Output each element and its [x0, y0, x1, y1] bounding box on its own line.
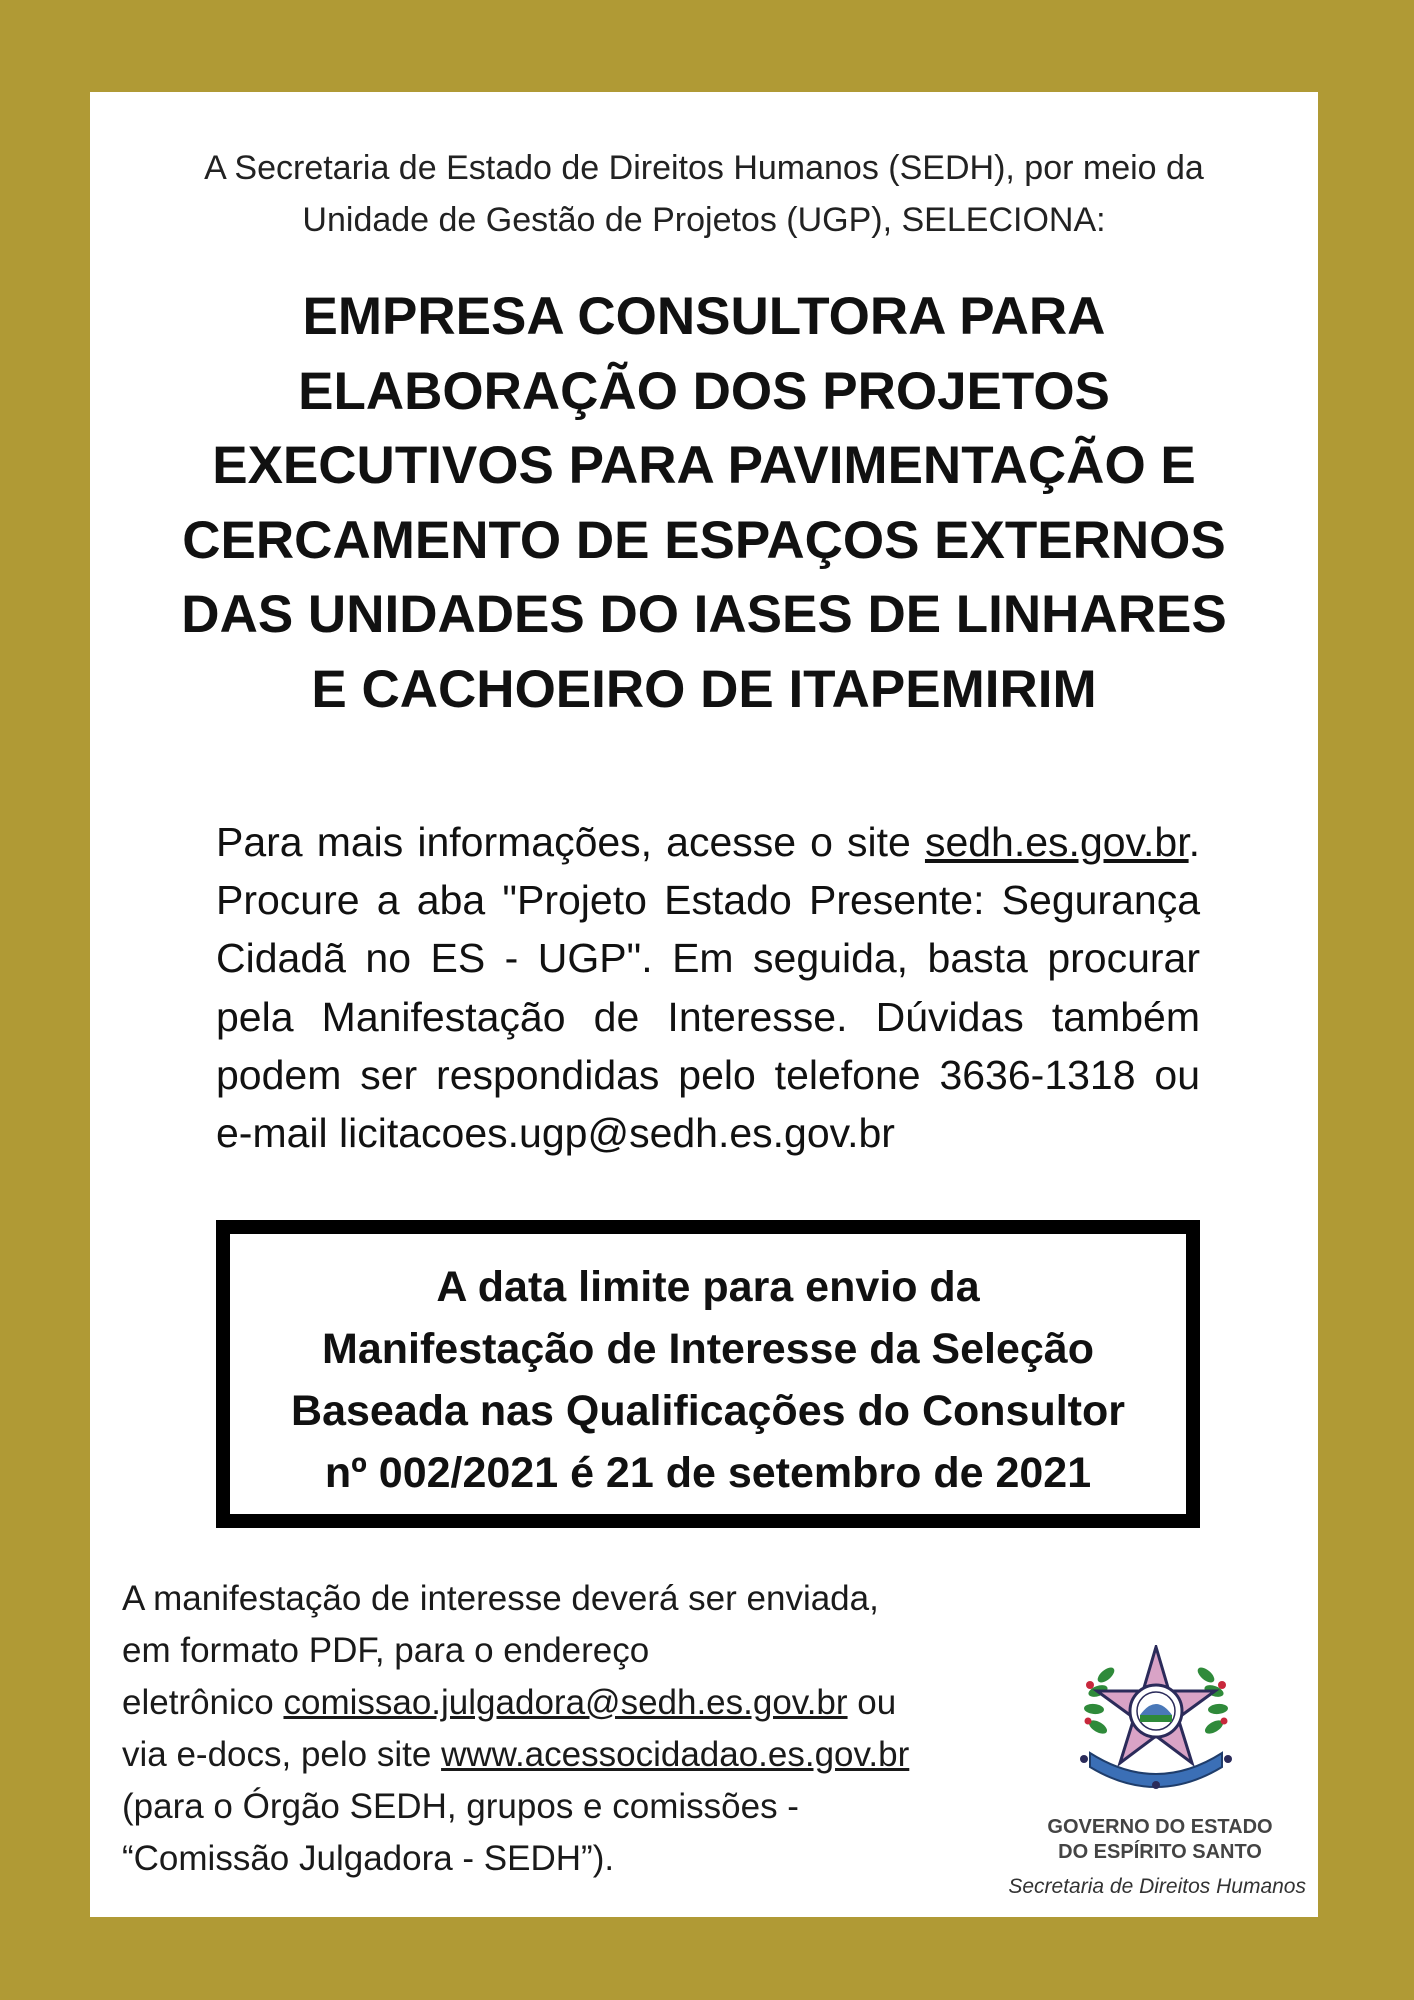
info-paragraph	[216, 813, 1200, 1162]
footer-text: via e-docs, pelo site	[122, 1735, 442, 1774]
intro-text	[90, 142, 1318, 246]
footer-line	[122, 1729, 1022, 1781]
headline	[130, 280, 1278, 727]
deadline-text	[230, 1256, 1186, 1504]
footer-line: em formato PDF, para o endereço	[122, 1631, 650, 1670]
deadline-line: Baseada nas Qualificações do Consultor	[291, 1387, 1125, 1435]
headline-line: EMPRESA CONSULTORA PARA	[302, 287, 1106, 346]
footer-line: (para o Órgão SEDH, grupos e comissões -	[122, 1787, 799, 1826]
notice-sheet	[90, 92, 1318, 1917]
footer-line: “Comissão Julgadora - SEDH”).	[122, 1839, 615, 1878]
deadline-line: A data limite para envio da	[436, 1263, 980, 1311]
headline-line: EXECUTIVOS PARA PAVIMENTAÇÃO E	[212, 436, 1196, 495]
footer-line: A manifestação de interesse deverá ser enviada,	[122, 1579, 879, 1618]
info-text: Para mais informações, acesse o site	[216, 819, 925, 865]
submission-instructions	[122, 1573, 1022, 1885]
deadline-box	[216, 1220, 1200, 1528]
headline-line: E CACHOEIRO DE ITAPEMIRIM	[311, 659, 1097, 719]
footer-line	[122, 1677, 1022, 1729]
secretariat-label: Secretaria de Direitos Humanos	[1008, 1875, 1306, 1898]
footer-text: eletrônico	[122, 1683, 284, 1722]
info-text: . Procure a aba "Projeto Estado Presente: Segurança Cidadã no ES - UGP". Em seguida, basta procurar pela Manifestação de Interesse. Dúvidas também podem ser respondidas pelo telefone 3636-1318 ou e-mail licitacoes.ugp@sedh.es.gov.br	[216, 819, 1200, 1157]
government-label	[1000, 1815, 1320, 1865]
deadline-line: nº 002/2021 é 21 de setembro de 2021	[324, 1449, 1092, 1497]
headline-line: ELABORAÇÃO DOS PROJETOS	[298, 361, 1110, 421]
headline-line: CERCAMENTO DE ESPAÇOS EXTERNOS	[182, 510, 1226, 570]
intro-line: A Secretaria de Estado de Direitos Humanos (SEDH), por meio da	[204, 149, 1204, 187]
coat-of-arms-icon	[1070, 1645, 1242, 1797]
footer-text: ou	[847, 1683, 897, 1722]
email-link[interactable]: comissao.julgadora@sedh.es.gov.br	[283, 1683, 848, 1722]
acesso-cidadao-link[interactable]: www.acessocidadao.es.gov.br	[441, 1735, 910, 1774]
gov-line: GOVERNO DO ESTADO	[1047, 1816, 1273, 1838]
gov-line: DO ESPÍRITO SANTO	[1058, 1841, 1262, 1863]
intro-line: Unidade de Gestão de Projetos (UGP), SELECIONA:	[302, 201, 1106, 239]
headline-line: DAS UNIDADES DO IASES DE LINHARES	[181, 585, 1227, 644]
deadline-line: Manifestação de Interesse da Seleção	[322, 1325, 1094, 1373]
sedh-site-link[interactable]: sedh.es.gov.br	[924, 819, 1189, 865]
